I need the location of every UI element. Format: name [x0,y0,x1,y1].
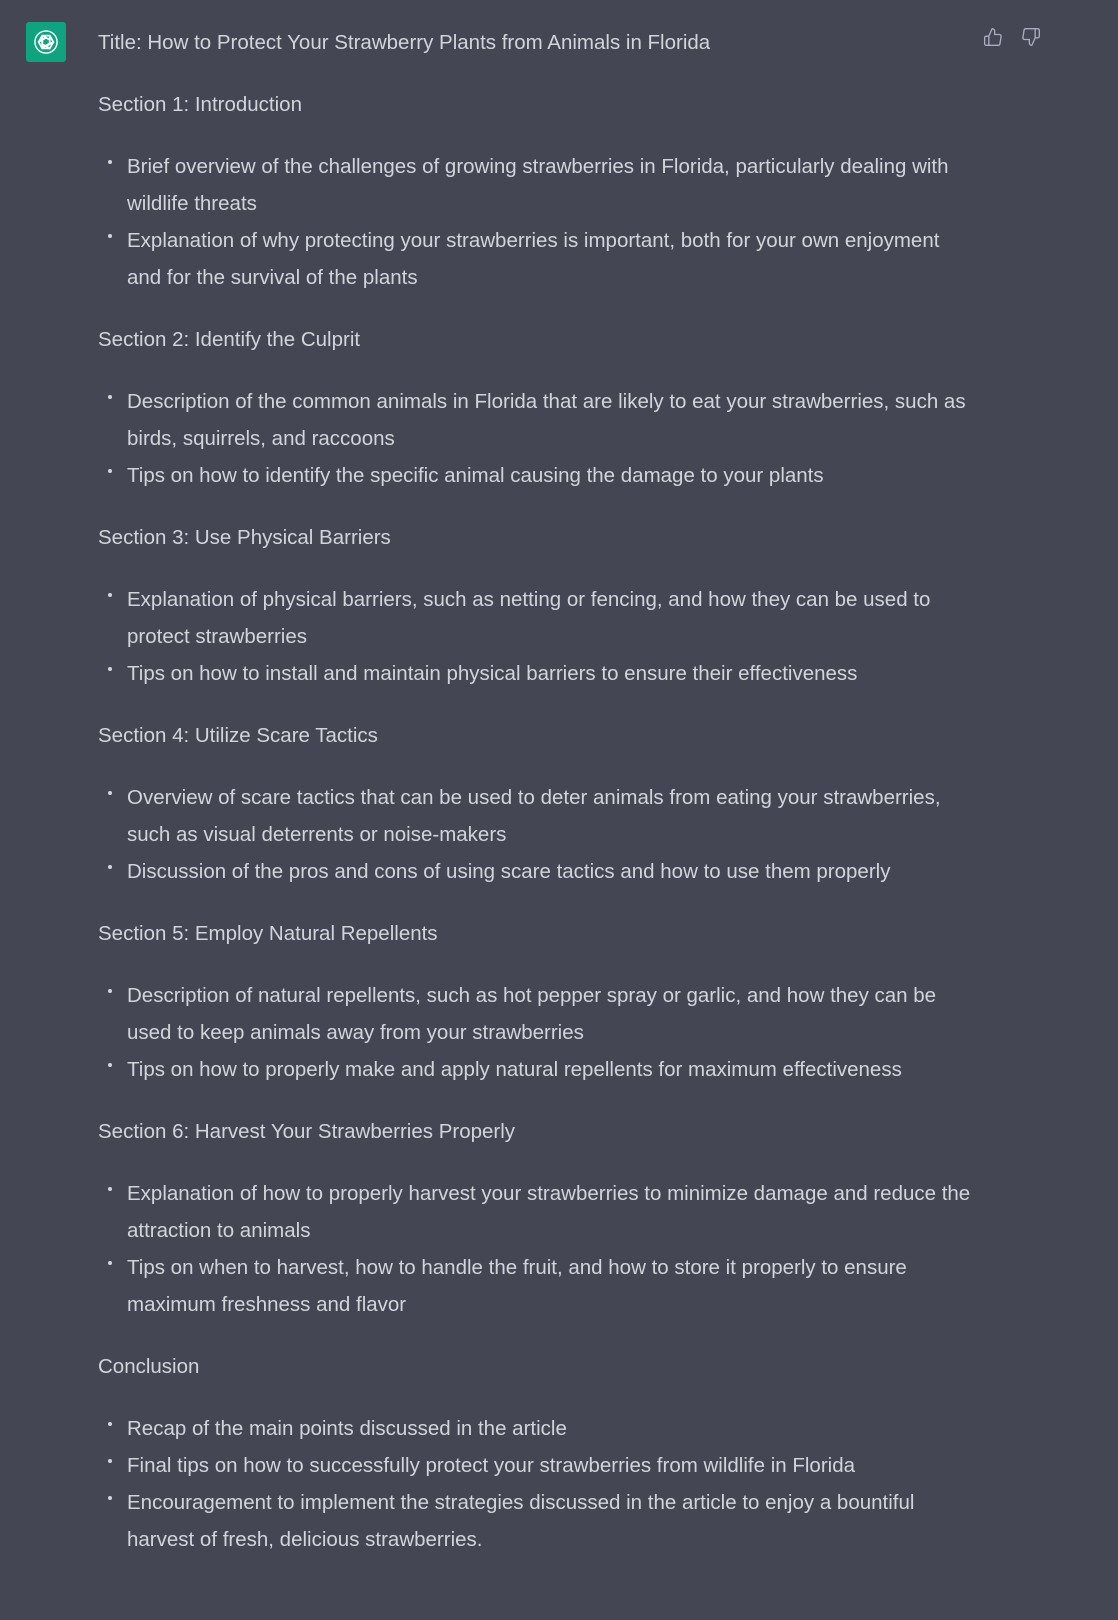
bullet-list [98,383,978,494]
section-heading: Section 2: Identify the Culprit [98,328,361,351]
bullet-list [98,977,978,1088]
bullet-list [98,148,978,296]
section-heading: Section 4: Utilize Scare Tactics [98,724,378,747]
list-item: Explanation of why protecting your strawberries is important, both for your own enjoyment and for the survival of the plants [98,222,978,296]
list-item: Overview of scare tactics that can be used to deter animals from eating your strawberries, such as visual deterrents or noise-makers [98,779,978,853]
bullet-list [98,779,978,890]
list-item: Final tips on how to successfully protect your strawberries from wildlife in Florida [98,1447,978,1484]
thumbs-down-button[interactable] [1020,26,1042,48]
list-item: Encouragement to implement the strategies discussed in the article to enjoy a bountiful harvest of fresh, delicious strawberries. [98,1484,978,1558]
section-heading: Section 5: Employ Natural Repellents [98,922,438,945]
assistant-avatar [26,22,66,62]
bullet-list [98,1410,978,1558]
section-heading: Conclusion [98,1355,200,1378]
bullet-list [98,1175,978,1323]
bullet-list [98,581,978,692]
thumbs-up-icon [983,27,1003,47]
section-heading: Section 3: Use Physical Barriers [98,526,391,549]
thumbs-up-button[interactable] [982,26,1004,48]
openai-logo-icon [32,28,60,56]
list-item: Tips on how to properly make and apply natural repellents for maximum effectiveness [98,1051,978,1088]
feedback-buttons [982,26,1042,48]
message-content [98,24,978,1583]
list-item: Explanation of how to properly harvest your strawberries to minimize damage and reduce the attraction to animals [98,1175,978,1249]
section-heading: Section 1: Introduction [98,93,302,116]
list-item: Explanation of physical barriers, such as netting or fencing, and how they can be used to protect strawberries [98,581,978,655]
list-item: Brief overview of the challenges of growing strawberries in Florida, particularly dealing with wildlife threats [98,148,978,222]
section-heading: Section 6: Harvest Your Strawberries Properly [98,1120,516,1143]
list-item: Description of natural repellents, such as hot pepper spray or garlic, and how they can be used to keep animals away from your strawberries [98,977,978,1051]
message-title: Title: How to Protect Your Strawberry Plants from Animals in Florida [98,31,711,54]
list-item: Tips on when to harvest, how to handle the fruit, and how to store it properly to ensure maximum freshness and flavor [98,1249,978,1323]
list-item: Recap of the main points discussed in the article [98,1410,978,1447]
list-item: Description of the common animals in Florida that are likely to eat your strawberries, such as birds, squirrels, and raccoons [98,383,978,457]
list-item: Tips on how to install and maintain physical barriers to ensure their effectiveness [98,655,978,692]
list-item: Tips on how to identify the specific animal causing the damage to your plants [98,457,978,494]
thumbs-down-icon [1021,27,1041,47]
list-item: Discussion of the pros and cons of using scare tactics and how to use them properly [98,853,978,890]
